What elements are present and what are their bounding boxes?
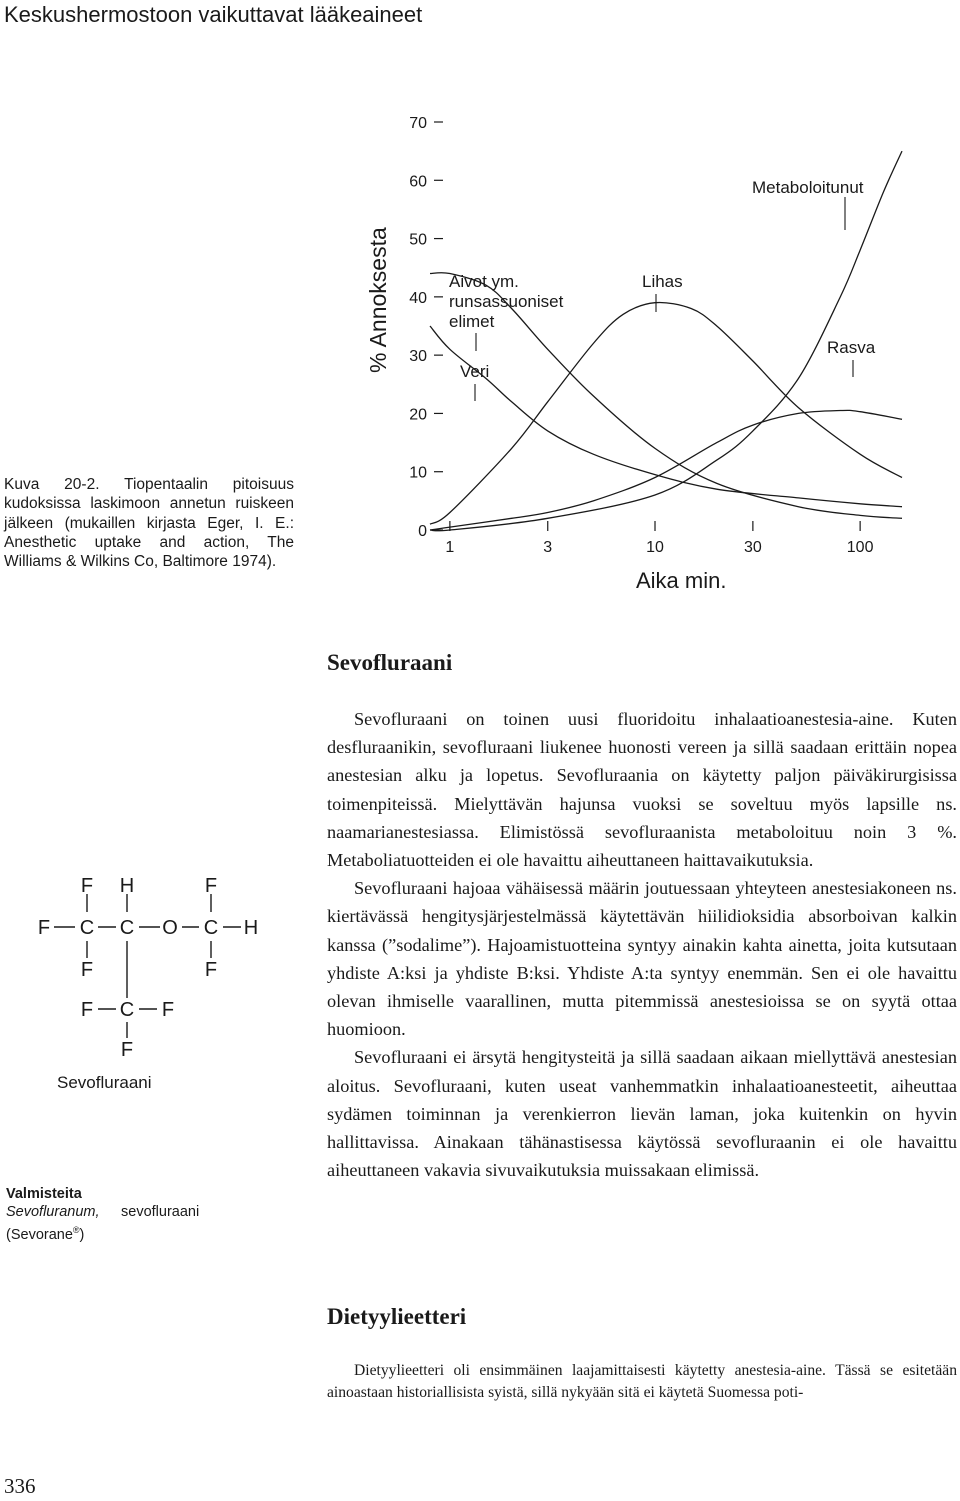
registered-mark: ® (72, 1225, 80, 1235)
atom-F: F (80, 875, 94, 897)
x-tick-label: 30 (743, 539, 762, 556)
atom-F: F (37, 917, 51, 939)
y-axis (409, 115, 443, 540)
trade-close: ) (79, 1226, 85, 1243)
atom-O: O (162, 917, 178, 939)
x-tick-label: 10 (646, 539, 664, 556)
sevoflurane-structure (0, 860, 300, 1100)
preparations-box (6, 1185, 199, 1244)
preparation-trade (6, 1221, 121, 1244)
x-axis-label: Aika min. (636, 568, 727, 593)
atom-F: F (80, 999, 94, 1021)
paragraph: Sevofluraani ei ärsytä hengitysteitä ja sillä saadaan aikaan miellyttävä anestesian aloitus. Sevofluraani, kuten useat vanhemmatkin inhalaatioanesteetit, aiheuttaa sydämen toiminnan ja verenkierron lievän laman, joka kuitenkin on hyvin hallittavissa. Ainakaan tähänastisessa käytössä sevofluraanin ei ole havaittu aiheuttaneen vakavia sivuvaikutuksia muissakaan elimissä. (327, 1047, 957, 1181)
paragraph: Dietyylieetteri oli ensimmäinen laajamittaisesti käytetty anestesia-aine. Tässä se esitetään ainoastaan historiallisista syistä, sillä nykyään sitä ei käytetä Suomessa poti- (327, 1362, 957, 1401)
figure-caption: Kuva 20-2. Tiopentaalin pitoisuus kudoksissa laskimoon annetun ruiskeen jälkeen (mukaillen kirjasta Eger, I. E.: Anesthetic uptake and action, The Williams & Wilkins Co, Baltimore 1974). (4, 476, 294, 571)
atom-F: F (120, 1039, 134, 1061)
y-tick-label: 30 (409, 348, 427, 366)
x-axis (445, 521, 873, 556)
running-head: Keskushermostoon vaikuttavat lääkeaineet (4, 2, 423, 27)
atom-C: C (79, 917, 95, 939)
preparation-generic: sevofluraani (121, 1204, 200, 1220)
x-tick-label: 3 (543, 539, 553, 556)
atom-F: F (204, 959, 218, 981)
section-body-dietyylieetteri (327, 1360, 957, 1404)
atom-C: C (119, 999, 135, 1021)
atom-F: F (161, 999, 175, 1021)
atom-F: F (80, 959, 94, 981)
atom-F: F (204, 875, 218, 897)
section-heading-dietyylieetteri: Dietyylieetteri (327, 1304, 467, 1329)
x-tick-label: 100 (846, 539, 874, 556)
y-tick-label: 10 (409, 464, 427, 482)
y-tick-label: 50 (409, 231, 427, 249)
label-layer (449, 178, 876, 401)
series-label: Lihas (642, 272, 683, 291)
paragraph: Sevofluraani on toinen uusi fluoridoitu inhalaatioanestesia-aine. Kuten desfluraanikin, sevofluraani liukenee huonosti vereen ja sillä saadaan erittäin nopea anestesian alku ja lopetus. Sevofluraania on käytetty paljon päiväkirurgisissa toimenpiteissä. Mielyttävän hajunsa vuoksi se soveltuu myös lapsille ns. naamarianestesiassa. Elimistössä sevofluraanista metaboloituu noin 3 %. Metaboliatuotteiden ei ole havaittu aiheuttaneen haittavaikutuksia. (327, 709, 957, 871)
y-tick-label: 0 (418, 523, 427, 540)
y-tick-label: 20 (409, 406, 427, 424)
preparation-row (6, 1203, 199, 1244)
paragraph: Sevofluraani hajoaa vähäisessä määrin joutuessaan yhteyteen anestesiakoneen ns. kiertävässä hengitysjärjestelmässä käytettävän hiilidioksidia absorboivan kalkin kanssa (”sodalime”). Hajoamistuotteina syntyy ainakin kahta ainetta, joita kutsutaan yhdiste A:ksi ja yhdiste B:ksi. Yhdiste A:ta syntyy enemmän. Sen ei ole havaittu olevan ihmiselle vaarallinen, mutta pitemmissä anestesioissa se on syytä ottaa huomioon. (327, 878, 957, 1040)
series-label: Veri (460, 362, 490, 381)
series-label: Aivot ym. runsassuoniset elimet (449, 272, 564, 331)
x-tick-label: 1 (445, 539, 455, 556)
trade-name: (Sevorane (6, 1226, 73, 1243)
section-heading-sevofluraani: Sevofluraani (327, 650, 453, 675)
atom-C: C (119, 917, 135, 939)
section-body-sevofluraani (327, 705, 957, 1184)
series-label: Metaboloitunut (752, 178, 864, 197)
preparation-brand: Sevofluranum, (6, 1204, 100, 1220)
molecule-name: Sevofluraani (57, 1073, 152, 1092)
y-tick-label: 70 (409, 115, 427, 132)
y-tick-label: 40 (409, 289, 427, 307)
atom-C: C (203, 917, 219, 939)
atom-H: H (119, 875, 135, 897)
series-label: Rasva (827, 338, 876, 357)
preparations-title: Valmisteita (6, 1186, 82, 1202)
preparation-names (6, 1203, 121, 1244)
atom-H: H (243, 917, 259, 939)
y-axis-label: % Annoksesta (365, 227, 391, 373)
page-number: 336 (4, 1474, 36, 1498)
y-tick-label: 60 (409, 173, 427, 191)
